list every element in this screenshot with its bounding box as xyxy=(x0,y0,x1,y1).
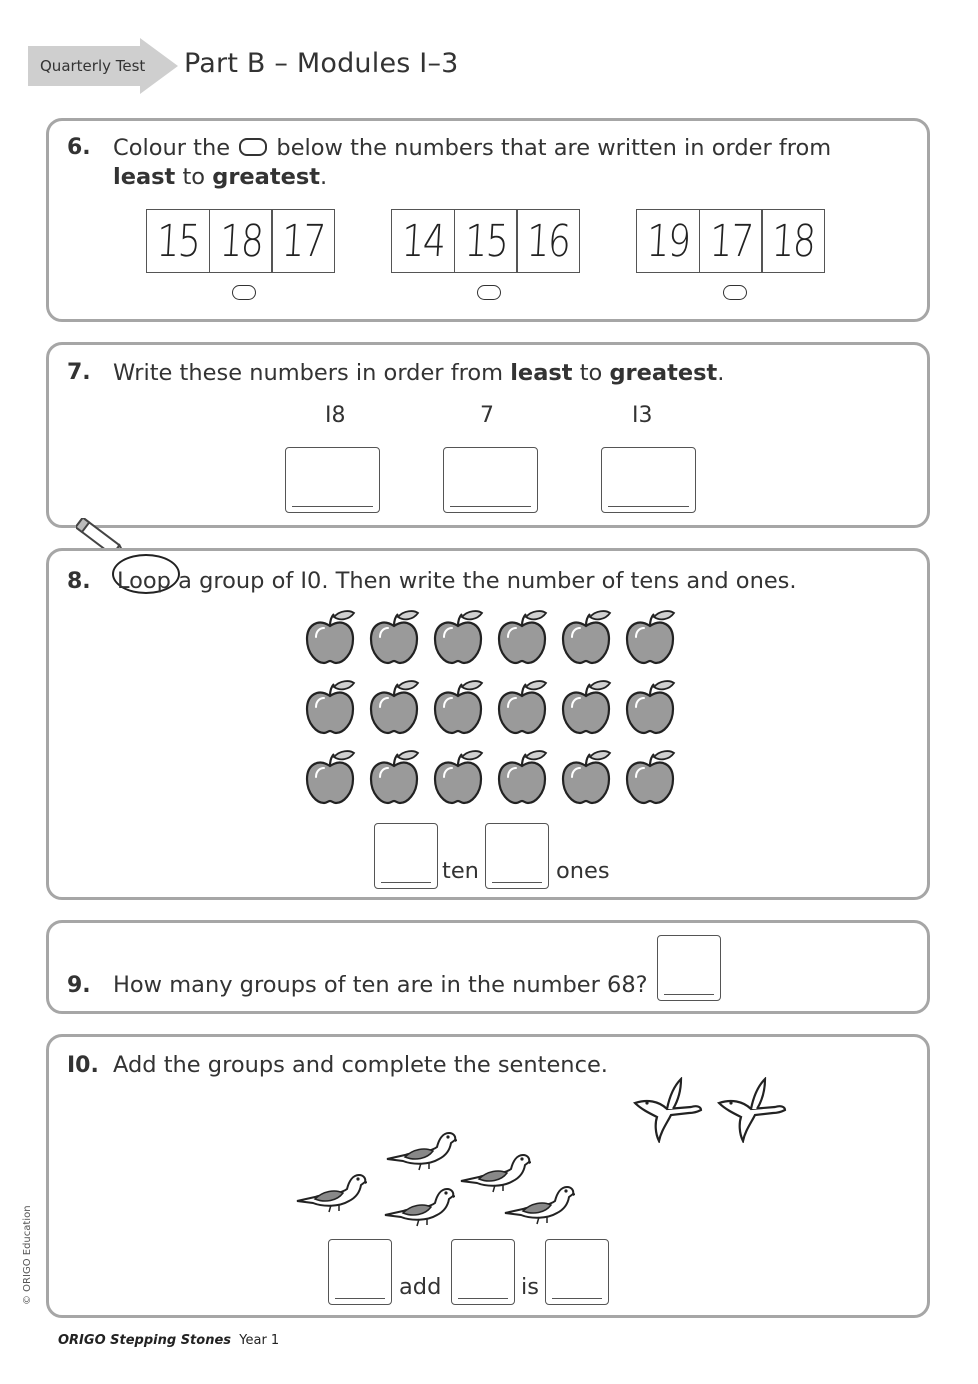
apple-icon xyxy=(624,609,676,665)
question-text xyxy=(113,134,831,192)
tag-label: Quarterly Test xyxy=(40,57,146,75)
given-number: 7 xyxy=(480,403,494,428)
apple-icon xyxy=(368,749,420,805)
apple-icon xyxy=(496,749,548,805)
quarterly-test-tag xyxy=(28,38,178,94)
apple-icon xyxy=(560,749,612,805)
question-text xyxy=(117,567,797,596)
apple-icon xyxy=(624,679,676,735)
number-cell: 16 xyxy=(516,209,580,273)
apple-icon xyxy=(432,609,484,665)
answer-oval-3[interactable] xyxy=(723,285,747,300)
seagull-icon xyxy=(503,1179,575,1229)
text-part: to xyxy=(579,360,603,386)
question-7-card xyxy=(46,342,930,528)
ones-answer-box[interactable] xyxy=(485,823,549,889)
seagull-icon xyxy=(295,1167,367,1217)
seagull-icon xyxy=(385,1125,457,1175)
number-cell: 19 xyxy=(636,209,700,273)
answer-box[interactable] xyxy=(657,935,721,1001)
addend-1-box[interactable] xyxy=(328,1239,392,1305)
text-bold-least: least xyxy=(510,360,573,386)
answer-box-3[interactable] xyxy=(601,447,696,513)
question-text: How many groups of ten are in the number 68? xyxy=(113,972,648,998)
answer-box-1[interactable] xyxy=(285,447,380,513)
addend-2-box[interactable] xyxy=(451,1239,515,1305)
apple-icon xyxy=(496,609,548,665)
copyright-text: © ORIGO Education xyxy=(22,1205,33,1305)
apple-icon xyxy=(304,679,356,735)
text-bold-greatest: greatest xyxy=(609,360,718,386)
is-label: is xyxy=(521,1274,539,1300)
footer xyxy=(58,1333,279,1348)
ones-label: ones xyxy=(556,858,610,884)
number-cell: 15 xyxy=(146,209,210,273)
apple-icon xyxy=(304,609,356,665)
text-bold-greatest: greatest xyxy=(212,164,321,190)
apple-icon xyxy=(624,749,676,805)
number-cell: 17 xyxy=(699,209,763,273)
answer-box-2[interactable] xyxy=(443,447,538,513)
number-set-3 xyxy=(636,209,825,273)
question-number: 7. xyxy=(67,360,91,385)
footer-year: Year 1 xyxy=(239,1333,280,1348)
question-text: Add the groups and complete the sentence. xyxy=(113,1052,608,1078)
given-number: I3 xyxy=(632,403,653,428)
number-set-1 xyxy=(146,209,335,273)
question-9-card xyxy=(46,920,930,1014)
number-cell: 18 xyxy=(761,209,825,273)
sum-box[interactable] xyxy=(545,1239,609,1305)
question-number: 6. xyxy=(67,135,91,160)
apple-icon xyxy=(304,749,356,805)
ten-label: ten xyxy=(442,858,479,884)
question-8-card xyxy=(46,548,930,900)
question-number: 9. xyxy=(67,973,91,998)
page-title: Part B – Modules I–3 xyxy=(184,48,459,79)
apple-icon xyxy=(432,679,484,735)
text-part: a group of I0. Then write the number of tens and ones. xyxy=(178,568,797,594)
number-cell: 14 xyxy=(391,209,455,273)
question-10-card xyxy=(46,1034,930,1318)
apple-icon xyxy=(560,679,612,735)
apple-icon xyxy=(496,679,548,735)
text-part: Colour the xyxy=(113,135,231,161)
number-cell: 17 xyxy=(271,209,335,273)
oval-icon xyxy=(239,138,267,156)
text-part: below the numbers that are written in order from xyxy=(276,135,832,161)
loop-word: Loop xyxy=(117,568,171,594)
question-number: 8. xyxy=(67,569,91,594)
flying-bird-icon xyxy=(717,1077,787,1147)
question-text xyxy=(113,359,724,388)
answer-oval-1[interactable] xyxy=(232,285,256,300)
seagull-icon xyxy=(383,1181,455,1231)
apple-icon xyxy=(368,609,420,665)
text-part: to xyxy=(182,164,206,190)
text-part: Write these numbers in order from xyxy=(113,360,504,386)
answer-oval-2[interactable] xyxy=(477,285,501,300)
text-part: . xyxy=(320,164,328,190)
apple-icon xyxy=(432,749,484,805)
question-number: I0. xyxy=(67,1053,99,1078)
tens-answer-box[interactable] xyxy=(374,823,438,889)
text-bold-least: least xyxy=(113,164,176,190)
number-cell: 18 xyxy=(209,209,273,273)
number-set-2 xyxy=(391,209,580,273)
text-part: . xyxy=(717,360,725,386)
add-label: add xyxy=(399,1274,442,1300)
apple-icon xyxy=(560,609,612,665)
question-6-card xyxy=(46,118,930,322)
flying-bird-icon xyxy=(633,1077,703,1147)
footer-brand: ORIGO Stepping Stones xyxy=(58,1333,232,1348)
number-cell: 15 xyxy=(454,209,518,273)
given-number: I8 xyxy=(325,403,346,428)
apple-icon xyxy=(368,679,420,735)
